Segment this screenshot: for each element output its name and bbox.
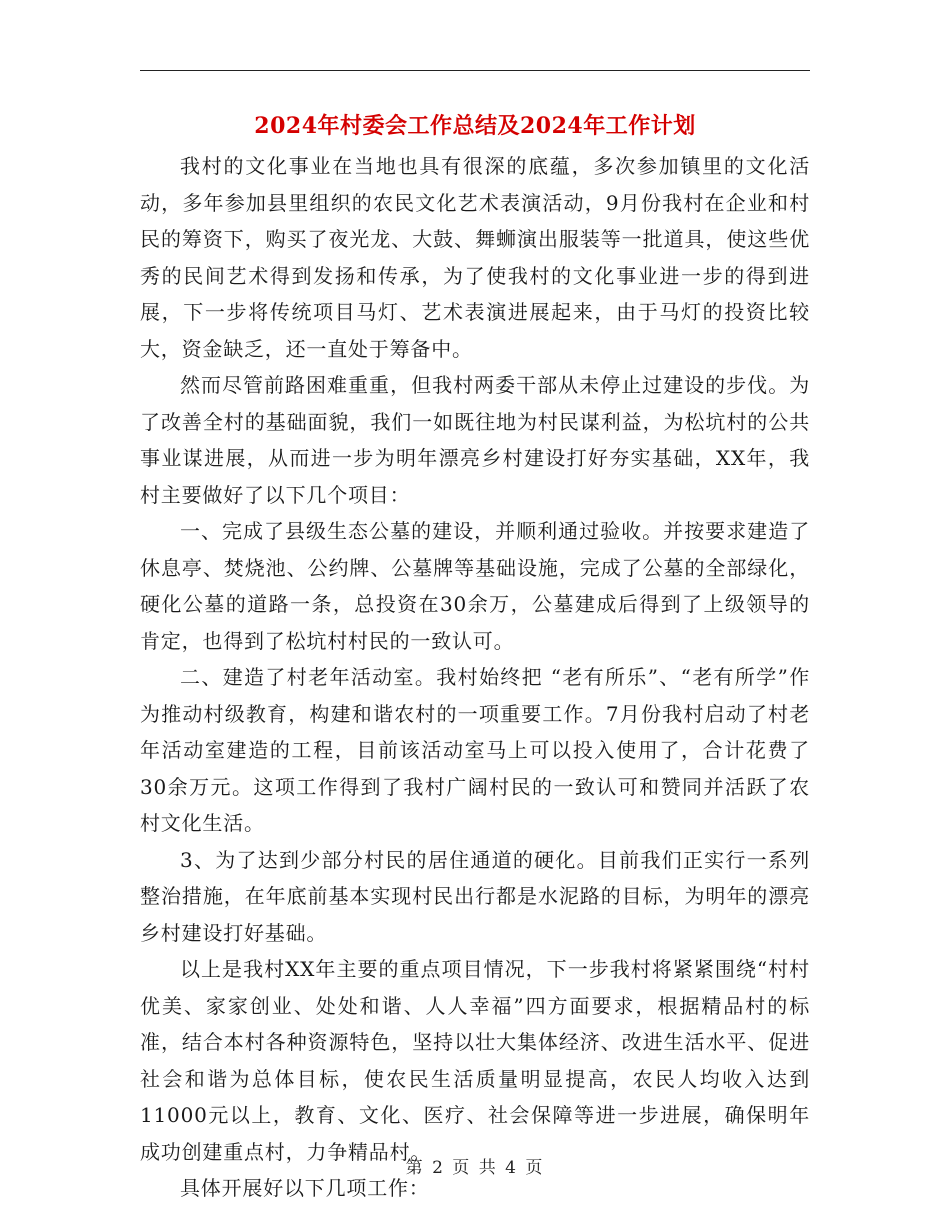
document-title: 2024年村委会工作总结及2024年工作计划 <box>254 113 696 139</box>
paragraph-infrastructure: 然而尽管前路困难重重，但我村两委干部从未停止过建设的步伐。为了改善全村的基础面貌，我们一如既往地为村民谋利益，为松坑村的公共事业谋进展，从而进一步为明年漂亮乡村建设打好夯实基础，XX年，我村主要做好了以下几个项目： <box>140 373 810 507</box>
paragraph-culture: 我村的文化事业在当地也具有很深的底蕴，多次参加镇里的文化活动，多年参加县里组织的农民文化艺术表演活动，9月份我村在企业和村民的筹资下，购买了夜光龙、大鼓、舞蛳演出服装等一批道具，使这些优秀的民间艺术得到发扬和传承，为了使我村的文化事业进一步的得到进展，下一步将传统项目马灯、艺术表演进展起来，由于马灯的投资比较大，资金缺乏，还一直处于筹备中。 <box>140 154 810 361</box>
header-rule <box>140 70 810 71</box>
document-body <box>140 148 810 1207</box>
page-number: 第 2 页 共 4 页 <box>405 1158 545 1178</box>
paragraph-cemetery: 一、完成了县级生态公墓的建设，并顺利通过验收。并按要求建造了休息亭、焚烧池、公约牌、公墓牌等基础设施，完成了公墓的全部绿化，硬化公墓的道路一条，总投资在30余万，公墓建成后得到了上级领导的肯定，也得到了松坑村村民的一致认可。 <box>140 519 810 653</box>
paragraph-road-hardening: 3、为了达到少部分村民的居住通道的硬化。目前我们正实行一系列整治措施，在年底前基本实现村民出行都是水泥路的目标，为明年的漂亮乡村建设打好基础。 <box>140 847 810 945</box>
paragraph-tasks-intro: 具体开展好以下几项工作： <box>180 1176 430 1200</box>
paragraph-plan-summary: 以上是我村XX年主要的重点项目情况，下一步我村将紧紧围绕“村村优美、家家创业、处处和谐、人人幸福”四方面要求，根据精品村的标准，结合本村各种资源特色，坚持以壮大集体经济、改进生活水平、促进社会和谐为总体目标，使农民生活质量明显提高，农民人均收入达到11000元以上，教育、文化、医疗、社会保障等进一步进展，确保明年成功创建重点村，力争精品村。 <box>140 957 810 1164</box>
paragraph-elderly-center: 二、建造了村老年活动室。我村始终把 “老有所乐”、“老有所学”作为推动村级教育，构建和谐农村的一项重要工作。7月份我村启动了村老年活动室建造的工程，目前该活动室马上可以投入使用了，合计花费了30余万元。这项工作得到了我村广阔村民的一致认可和赞同并活跃了农村文化生活。 <box>140 665 810 835</box>
